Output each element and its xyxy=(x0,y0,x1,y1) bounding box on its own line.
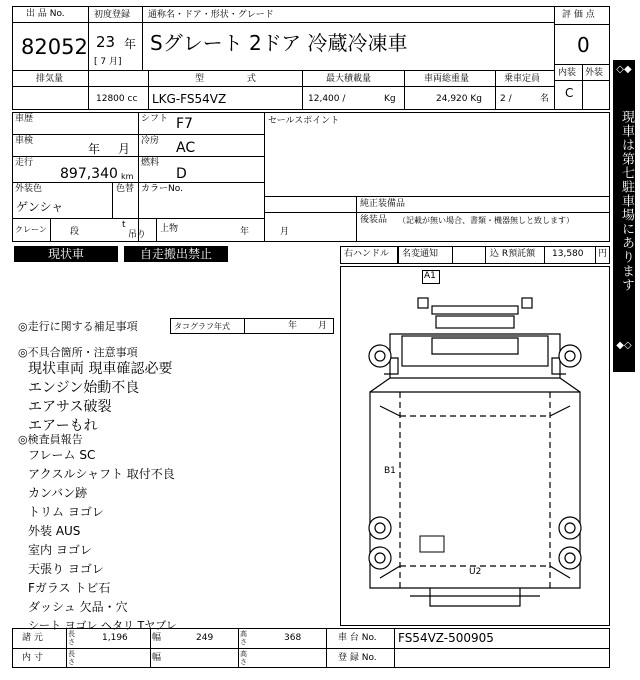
crane-hook: 吊り xyxy=(128,230,147,240)
color-change-label: 色替 xyxy=(116,184,135,194)
fuel-value: D xyxy=(176,166,187,182)
score-value: 0 xyxy=(577,33,590,57)
current-state-badge: 現状車 xyxy=(14,246,118,262)
inspector-item: 室内 ヨゴレ xyxy=(28,543,92,557)
width-value: 249 xyxy=(196,633,214,643)
capacity-label: 乗車定員 xyxy=(504,74,541,84)
defect-item: エアーもれ xyxy=(28,418,98,434)
inner-height-label: 高さ xyxy=(240,650,247,666)
chassis-number: FS54VZ-500905 xyxy=(398,631,494,645)
inspector-item: 天張り ヨゴレ xyxy=(28,562,104,576)
recycle-label: 込 R預託額 xyxy=(490,249,536,259)
color-code-label: カラーNo. xyxy=(141,184,183,194)
capacity-value: 2 / xyxy=(500,94,512,104)
side-banner-bottom: ◆◇ xyxy=(616,340,632,351)
displacement-label: 排気量 xyxy=(36,74,64,84)
name-label: 通称名・ドア・形状・グレード xyxy=(148,10,274,20)
crane-label: クレーン xyxy=(15,225,47,234)
gross-weight-value: 24,920 Kg xyxy=(436,94,482,104)
upper-body-label: 上物 xyxy=(160,224,179,234)
chassis-label: 車 台 No. xyxy=(338,633,377,643)
ac-value: AC xyxy=(176,140,196,156)
tachograph-year: 年 xyxy=(288,321,298,331)
inspector-item: カンバン跡 xyxy=(28,486,88,500)
tachograph-label: タコグラフ年式 xyxy=(174,322,230,331)
mileage-unit: km xyxy=(121,172,134,181)
inspector-item: 外装 AUS xyxy=(28,524,81,538)
inspector-item: Fガラス トビ石 xyxy=(28,581,111,595)
model-value: LKG-FS54VZ xyxy=(152,92,227,106)
side-banner-top: ◇◆ xyxy=(616,64,632,75)
mileage-label: 走行 xyxy=(15,158,34,168)
reg-month: [ 7 月] xyxy=(94,57,122,67)
vehicle-title: Sグレート 2ドア 冷蔵冷凍車 xyxy=(150,31,408,55)
inspector-item: アクスルシャフト 取付不良 xyxy=(28,467,175,481)
inspection-label: 車検 xyxy=(15,136,34,146)
score-label: 評 価 点 xyxy=(562,10,595,20)
width-label: 幅 xyxy=(152,633,162,643)
inspector-item: シート ヨゴレ ヘタリ Tヤブレ xyxy=(28,619,177,632)
interior-label: 内装 xyxy=(558,68,577,78)
inspector-item: フレーム SC xyxy=(28,448,96,462)
reg-year-unit: 年 xyxy=(124,37,137,51)
length-value: 1,196 xyxy=(102,633,128,643)
inspection-month: 月 xyxy=(118,142,131,156)
height-value: 368 xyxy=(284,633,302,643)
side-banner-text: 現車は第七駐車場にあります xyxy=(619,110,634,292)
inner-width-label: 幅 xyxy=(152,653,162,663)
sales-point-label: セールスポイント xyxy=(268,116,340,126)
history-label: 車歴 xyxy=(15,114,34,124)
lot-number: 82052 xyxy=(21,35,88,59)
inspector-item: トリム ヨゴレ xyxy=(28,505,104,519)
recycle-unit: 円 xyxy=(598,249,608,259)
recycle-amount: 13,580 xyxy=(552,249,584,259)
max-load-unit: Kg xyxy=(384,94,396,104)
inspection-year: 年 xyxy=(88,142,101,156)
driving-notes-label: ◎走行に関する補足事項 xyxy=(18,320,138,333)
interior-grade: C xyxy=(565,86,574,100)
lot-label: 出 品 No. xyxy=(26,9,65,19)
fuel-label: 燃料 xyxy=(141,158,160,168)
dimensions-label: 諸 元 xyxy=(22,633,43,643)
upper-body-year: 年 xyxy=(240,227,250,237)
shift-label: シフト xyxy=(141,114,169,124)
max-load-value: 12,400 / xyxy=(308,94,346,104)
defect-item: 現状車両 現車確認必要 xyxy=(28,361,173,377)
max-load-label: 最大積載量 xyxy=(326,74,372,84)
displacement-value: 12800 cc xyxy=(96,94,138,104)
model-label: 型 式 xyxy=(195,74,256,84)
crane-ton: t xyxy=(122,220,126,230)
shift-value: F7 xyxy=(176,116,193,132)
exterior-label: 外装 xyxy=(585,68,604,78)
registration-label: 登 録 No. xyxy=(338,653,377,663)
first-reg-label: 初度登録 xyxy=(94,10,131,20)
crane-stage: 段 xyxy=(70,227,80,237)
genuine-equipment-label: 純正装備品 xyxy=(360,199,406,209)
tachograph-month: 月 xyxy=(318,321,328,331)
aftermarket-label: 後装品 xyxy=(360,215,388,225)
exterior-color-label: 外装色 xyxy=(15,184,43,194)
defects-label: ◎不具合箇所・注意事項 xyxy=(18,346,138,359)
inner-length-label: 長さ xyxy=(68,650,75,666)
exterior-color-value: ゲンシャ xyxy=(16,200,64,214)
mileage-value: 897,340 xyxy=(60,166,118,182)
length-label: 長さ xyxy=(68,630,75,646)
capacity-unit: 名 xyxy=(540,94,550,104)
inner-dimensions-label: 内 寸 xyxy=(22,653,43,663)
self-drive-ban-badge: 自走搬出禁止 xyxy=(124,246,228,262)
defect-item: エンジン始動不良 xyxy=(28,380,140,396)
ac-label: 冷房 xyxy=(141,136,160,146)
reg-year: 23 xyxy=(96,33,116,51)
gross-weight-label: 車両総重量 xyxy=(424,74,470,84)
defect-item: エアサス破裂 xyxy=(28,399,112,415)
damage-mark-u2: U2 xyxy=(469,567,482,577)
aftermarket-note: （記載が無い場合、書類・機器無しと致します） xyxy=(398,216,574,225)
upper-body-month: 月 xyxy=(280,227,290,237)
height-label: 高さ xyxy=(240,630,247,646)
damage-mark-b1: B1 xyxy=(384,466,396,476)
name-change-label: 名変通知 xyxy=(402,249,439,259)
inspector-item: ダッシュ 欠品・穴 xyxy=(28,600,128,614)
inspector-label: ◎検査員報告 xyxy=(18,433,83,446)
